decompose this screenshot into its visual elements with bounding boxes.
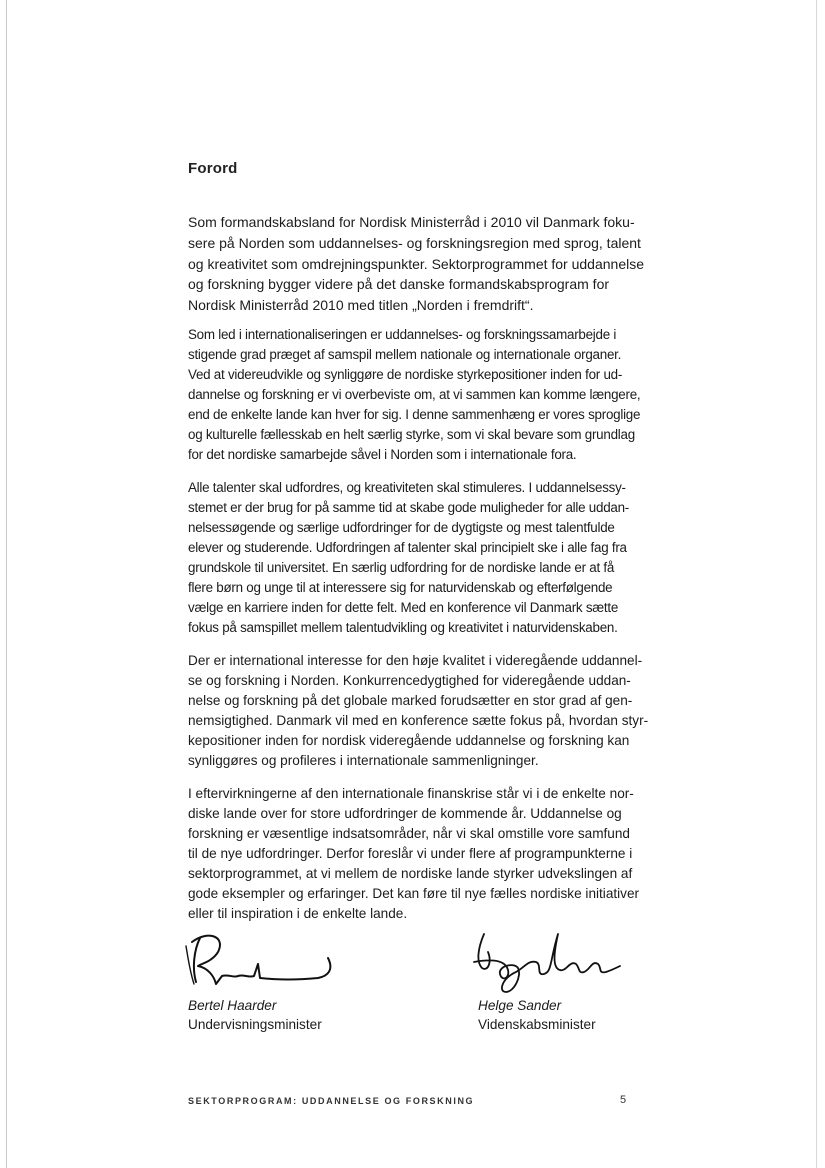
paragraph-4 bbox=[188, 651, 654, 771]
paragraph-line: Som formandskabsland for Nordisk Ministerråd i 2010 vil Danmark foku- bbox=[188, 214, 635, 230]
paragraph-line: sektorprogrammet, at vi mellem de nordiske lande styrker udvekslingen af bbox=[188, 865, 633, 881]
paragraph-line: synliggøres og profileres i internationale sammenligninger. bbox=[188, 752, 539, 768]
signatory-title: Videnskabsminister bbox=[478, 1017, 596, 1032]
signatory-right bbox=[478, 996, 596, 1034]
paragraph-line: Der er international interesse for den høje kvalitet i videregående uddannel- bbox=[188, 652, 643, 668]
paragraph-line: forskning er væsentlige indsatsområder, når vi skal omstille vore samfund bbox=[188, 825, 630, 841]
page-heading: Forord bbox=[188, 160, 238, 177]
paragraph-line: gode eksempler og erfaringer. Det kan føre til nye fælles nordiske initiativer bbox=[188, 885, 640, 901]
paragraph-line: stigende grad præget af samspil mellem nationale og internationale organer. bbox=[188, 346, 622, 362]
paragraph-line: og kreativitet som omdrejningspunkter. Sektorprogrammet for uddannelse bbox=[188, 255, 645, 272]
paragraph-line: sere på Norden som uddannelses- og forskningsregion med sprog, talent bbox=[188, 234, 641, 251]
footer-label: SEKTORPROGRAM: UDDANNELSE OG FORSKNING bbox=[188, 1096, 475, 1106]
paragraph-line: elever og studerende. Udfordringen af talenter skal principielt ske i alle fag fra bbox=[188, 539, 627, 555]
scan-edge-right bbox=[816, 0, 817, 1168]
paragraph-line: vælge en karriere inden for dette felt. Med en konference vil Danmark sætte bbox=[188, 599, 619, 615]
paragraph-5 bbox=[188, 784, 654, 924]
page-number: 5 bbox=[620, 1094, 627, 1106]
paragraph-2 bbox=[188, 325, 654, 465]
paragraph-line: og forskning bygger videre på det danske formandskabsprogram for bbox=[188, 276, 610, 293]
paragraph-line: Som led i internationaliseringen er uddannelses- og forskningssamarbejde i bbox=[188, 326, 617, 342]
signature-bertel-haarder bbox=[178, 928, 348, 992]
paragraph-line: end de enkelte lande kan hver for sig. I denne sammenhæng er vores sproglige bbox=[188, 406, 641, 422]
paragraph-line: flere børn og unge til at interessere sig for naturvidenskab og efterfølgende bbox=[188, 579, 613, 595]
paragraph-line: nelse og forskning på det globale marked forudsætter en stor grad af gen- bbox=[188, 692, 633, 708]
signature-helge-sander bbox=[466, 922, 626, 998]
signatory-title: Undervisningsminister bbox=[188, 1017, 322, 1032]
paragraph-line: for det nordiske samarbejde såvel i Norden som i internationale fora. bbox=[188, 446, 577, 462]
paragraph-line: til de nye udfordringer. Derfor foreslår vi under flere af programpunkterne i bbox=[188, 845, 633, 861]
paragraph-3 bbox=[188, 478, 654, 638]
paragraph-line: I eftervirkningerne af den internationale finanskrise står vi i de enkelte nor- bbox=[188, 785, 634, 801]
paragraph-line: Ved at videreudvikle og synliggøre de nordiske styrkepositioner inden for ud- bbox=[188, 366, 623, 382]
paragraph-line: og kulturelle fællesskab en helt særlig styrke, som vi skal bevare som grundlag bbox=[188, 426, 635, 442]
paragraph-line: fokus på samspillet mellem talentudvikling og kreativitet i naturvidenskaben. bbox=[188, 619, 618, 635]
paragraph-line: diske lande over for store udfordringer de kommende år. Uddannelse og bbox=[188, 805, 622, 821]
paragraph-line: se og forskning i Norden. Konkurrencedygtighed for videregående uddan- bbox=[188, 672, 631, 688]
paragraph-1 bbox=[188, 212, 654, 316]
signatory-name: Bertel Haarder bbox=[188, 998, 277, 1013]
paragraph-line: stemet er der brug for på samme tid at skabe gode muligheder for alle uddan- bbox=[188, 499, 629, 515]
paragraph-line: eller til inspiration i de enkelte lande. bbox=[188, 905, 408, 921]
paragraph-line: nelsessøgende og særlige udfordringer for de dygtigste og mest talentfulde bbox=[188, 519, 615, 535]
paragraph-line: Alle talenter skal udfordres, og kreativiteten skal stimuleres. I uddannelsessy- bbox=[188, 479, 626, 495]
body-text bbox=[188, 212, 654, 937]
paragraph-line: grundskole til universitet. En særlig udfordring for de nordiske lande er at få bbox=[188, 559, 615, 575]
paragraph-line: dannelse og forskning er vi overbeviste om, at vi sammen kan komme længere, bbox=[188, 386, 641, 402]
paragraph-line: kepositioner inden for nordisk videregående uddannelse og forskning kan bbox=[188, 732, 630, 748]
paragraph-line: Nordisk Ministerråd 2010 med titlen „Norden i fremdrift“. bbox=[188, 297, 534, 314]
paragraph-line: nemsigtighed. Danmark vil med en konference sætte fokus på, hvordan styr- bbox=[188, 712, 649, 728]
signatory-name: Helge Sander bbox=[478, 998, 562, 1013]
scan-edge-left bbox=[6, 0, 7, 1168]
signatory-left bbox=[188, 996, 322, 1034]
